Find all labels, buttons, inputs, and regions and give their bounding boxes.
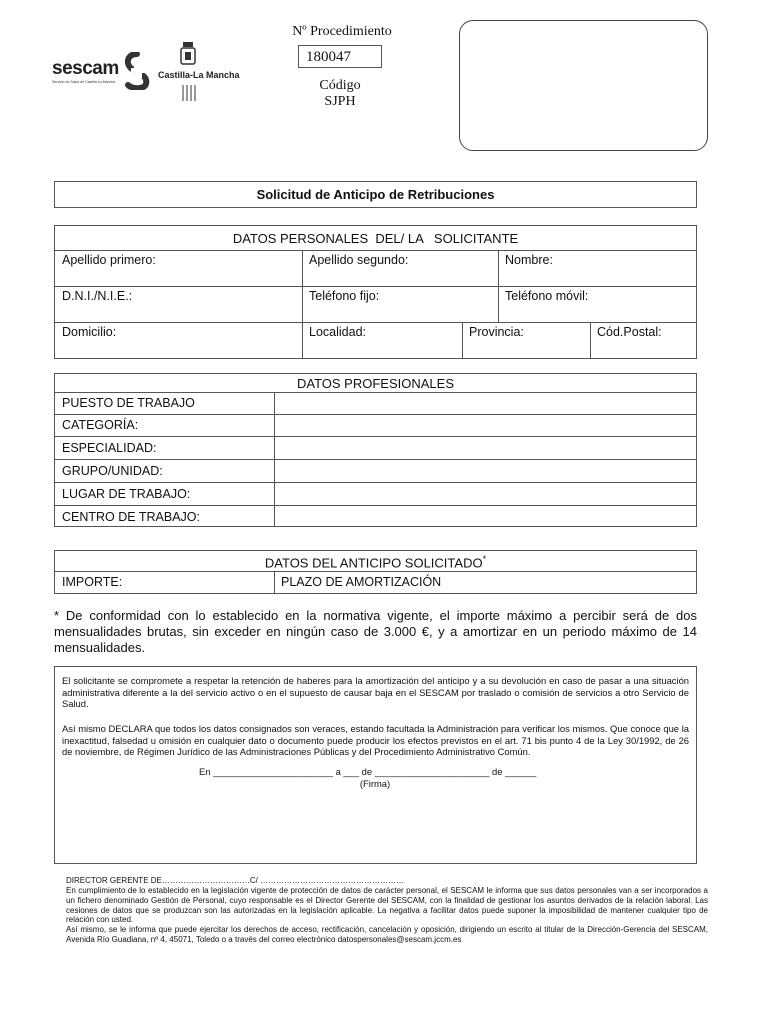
data-protection-paragraph-1: En cumplimiento de lo establecido en la legislación vigente de protección de datos de carácter personal, el SESCAM le informa que sus datos personales van a ser incorporados a un fichero denominado Gestión de Personal, cuyo responsable es el Director Gerente del SESCAM, con la finalidad de gestionar los asuntos derivados de la relación laboral. Las cesiones de datos que se produzcan son las autorizadas en la legislación aplicable. La negativa a facilitar datos puede suponer la imposibilidad de mantener cualquier tipo de relación con usted.	[66, 886, 708, 925]
personal-data-section	[54, 225, 697, 359]
provincia-field[interactable]: Provincia:	[469, 325, 524, 339]
form-title-box	[54, 181, 697, 208]
declaration-paragraph-1: El solicitante se compromete a respetar la retención de haberes para la amortización del anticipo y a su devolución en caso de pasar a una situación administrativa diferente a la del servicio activo o en el supuesto de causar baja en el SESCAM por traslado o comisión de servicios a otro Servicio de Salud.	[62, 675, 689, 710]
advance-footnote-marker: *	[482, 554, 487, 564]
form-title: Solicitud de Anticipo de Retribuciones	[256, 187, 495, 202]
dni-field[interactable]: D.N.I./N.I.E.:	[62, 289, 133, 303]
domicilio-field[interactable]: Domicilio:	[62, 325, 117, 339]
sescam-logo-text: sescam	[52, 58, 119, 79]
localidad-field[interactable]: Localidad:	[309, 325, 366, 339]
plazo-amortizacion-field[interactable]: PLAZO DE AMORTIZACIÓN	[281, 575, 442, 589]
advance-data-section	[54, 550, 697, 594]
puesto-trabajo-input[interactable]	[275, 393, 696, 413]
grupo-unidad-label: GRUPO/UNIDAD:	[62, 464, 163, 478]
especialidad-label: ESPECIALIDAD:	[62, 441, 157, 455]
puesto-trabajo-label: PUESTO DE TRABAJO	[62, 396, 195, 410]
coat-of-arms-icon	[180, 42, 196, 66]
nombre-field[interactable]: Nombre:	[505, 253, 553, 267]
max-amount-note: * De conformidad con lo establecido en la normativa vigente, el importe máximo a percibir será de dos mensualidades brutas, sin exceder en ningún caso de 3.000 €, y a amortizar en un periodo máximo de 14 mensualidades.	[54, 608, 697, 655]
especialidad-input[interactable]	[275, 437, 696, 458]
registry-stamp-box	[459, 20, 708, 151]
procedimiento-number: 180047	[306, 49, 351, 65]
castilla-la-mancha-text: Castilla-La Mancha	[158, 70, 240, 80]
cod-postal-field[interactable]: Cód.Postal:	[597, 325, 662, 339]
centro-trabajo-label: CENTRO DE TRABAJO:	[62, 510, 200, 524]
lugar-trabajo-input[interactable]	[275, 483, 696, 504]
lugar-trabajo-label: LUGAR DE TRABAJO:	[62, 487, 191, 501]
director-line: DIRECTOR GERENTE DE……………………………C/ ………………………………………………	[66, 876, 405, 885]
professional-data-heading: DATOS PROFESIONALES	[296, 376, 454, 391]
advance-data-heading-text: DATOS DEL ANTICIPO SOLICITADO	[264, 555, 483, 571]
procedimiento-label: Nº Procedimiento	[292, 24, 392, 39]
telefono-fijo-field[interactable]: Teléfono fijo:	[309, 289, 380, 303]
importe-field[interactable]: IMPORTE:	[62, 575, 123, 589]
sescam-cross-icon	[122, 52, 152, 90]
categoria-label: CATEGORÍA:	[62, 418, 139, 432]
centro-trabajo-input[interactable]	[275, 506, 696, 526]
sescam-logo	[52, 52, 152, 92]
categoria-input[interactable]	[275, 415, 696, 435]
signature-label: (Firma)	[359, 778, 391, 789]
personal-data-heading: DATOS PERSONALES DEL/ LA SOLICITANTE	[232, 231, 519, 246]
sescam-logo-subtext: Servicio de Salud de Castilla-La Mancha	[52, 80, 116, 84]
signature-date-line[interactable]: En _______________________ a ___ de ______________________ de ______	[199, 766, 537, 777]
declaration-box	[54, 666, 697, 864]
data-protection-paragraph-2: Así mismo, se le informa que puede ejercitar los derechos de acceso, rectificación, cancelación y oposición, dirigiendo un escrito al titular de la Dirección-Gerencia del SESCAM, Avenida Río Guadiana, nº 4, 45071, Toledo o a través del correo electrónico datospersonales@sescam.jccm.es	[66, 925, 708, 944]
apellido-primero-field[interactable]: Apellido primero:	[62, 253, 156, 267]
advance-data-heading	[55, 554, 696, 570]
codigo-label: Código	[319, 78, 361, 93]
procedimiento-number-box	[298, 45, 382, 68]
professional-data-section	[54, 373, 697, 527]
apellido-segundo-field[interactable]: Apellido segundo:	[309, 253, 409, 267]
codigo-value: SJPH	[324, 94, 356, 109]
grupo-unidad-input[interactable]	[275, 460, 696, 481]
castilla-la-mancha-logo	[158, 42, 240, 104]
declaration-paragraph-2: Así mismo DECLARA que todos los datos consignados son veraces, estando facultada la Administración para verificar los mismos. Que conoce que la inexactitud, falsedad u omisión en cualquier dato o documento puede producir los efectos previstos en el art. 71 bis punto 4 de la Ley 30/1992, de 26 de noviembre, de Régimen Jurídico de las Administraciones Públicas y del Procedimiento Administrativo Común.	[62, 723, 689, 758]
region-emblem-icon	[180, 84, 198, 102]
telefono-movil-field[interactable]: Teléfono móvil:	[505, 289, 589, 303]
